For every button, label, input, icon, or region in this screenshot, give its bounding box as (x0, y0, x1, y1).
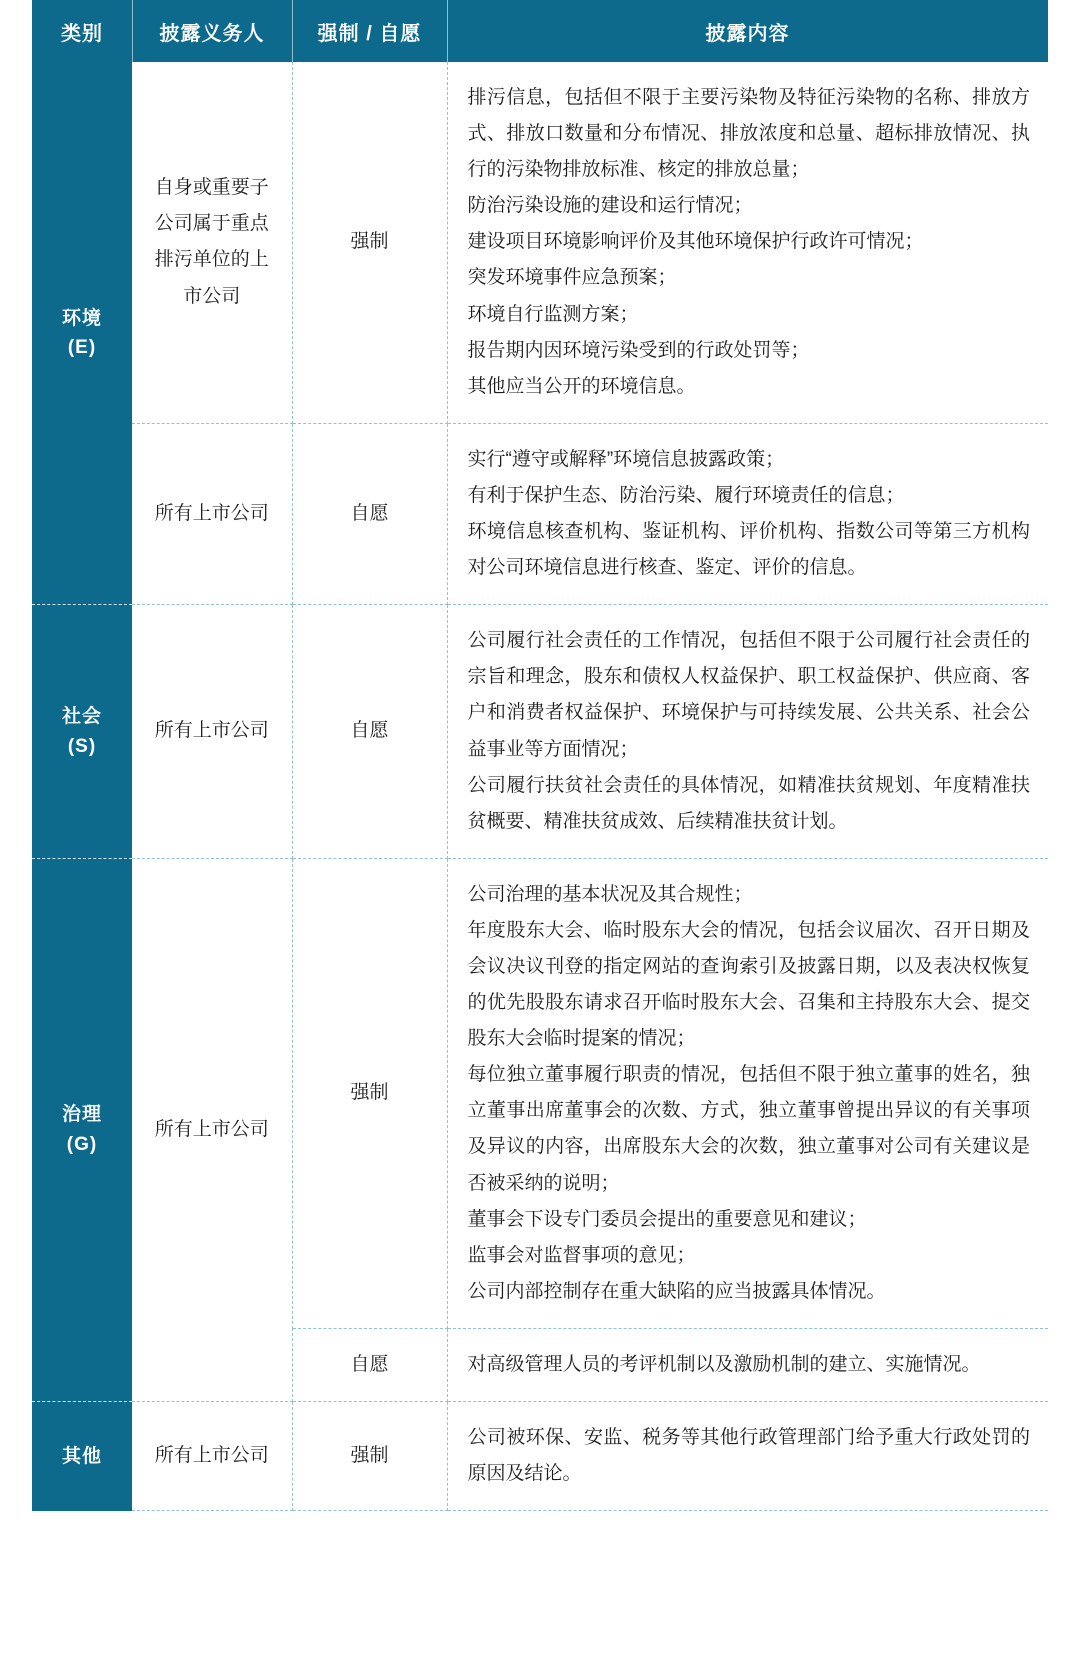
cell-disclosure-content (447, 1328, 1048, 1401)
cell-obligor: 所有上市公司 (132, 1402, 292, 1511)
table-body (32, 62, 1048, 1511)
category-main-label: 其他 (61, 1445, 102, 1467)
cell-category-social (32, 605, 132, 859)
content-line: 监事会对监督事项的意见； (467, 1244, 696, 1266)
content-line: 有利于保护生态、防治污染、履行环境责任的信息； (467, 484, 905, 506)
content-line: 公司履行扶贫社会责任的具体情况，如精准扶贫规划、年度精准扶贫概要、精准扶贫成效、后续精准扶贫计划。 (467, 774, 1030, 832)
content-line: 防治污染设施的建设和运行情况； (467, 195, 753, 217)
column-header-obligor: 披露义务人 (132, 0, 292, 62)
table-row (32, 62, 1048, 423)
content-line: 报告期内因环境污染受到的行政处罚等； (467, 339, 810, 361)
cell-category-environment (32, 62, 132, 605)
cell-disclosure-content (447, 423, 1048, 604)
category-sub-label: (E) (67, 337, 97, 359)
cell-obligor: 所有上市公司 (132, 858, 292, 1401)
content-line: 年度股东大会、临时股东大会的情况，包括会议届次、召开日期及会议决议刊登的指定网站的查询索引及披露日期，以及表决权恢复的优先股股东请求召开临时股东大会、召集和主持股东大会、提交股东大会临时提案的情况； (467, 919, 1030, 1050)
table-header (32, 0, 1048, 62)
category-main-label: 环境 (61, 307, 102, 329)
content-line: 每位独立董事履行职责的情况，包括但不限于独立董事的姓名，独立董事出席董事会的次数、方式，独立董事曾提出异议的有关事项及异议的内容，出席股东大会的次数，独立董事对公司有关建议是否被采纳的说明； (467, 1064, 1030, 1194)
content-line: 排污信息，包括但不限于主要污染物及特征污染物的名称、排放方式、排放口数量和分布情况、排放浓度和总量、超标排放情况、执行的污染物排放标准、核定的排放总量； (467, 87, 1030, 181)
category-sub-label: (S) (67, 735, 97, 757)
cell-category-governance (32, 858, 132, 1401)
content-line: 其他应当公开的环境信息。 (467, 375, 696, 397)
cell-disclosure-type: 自愿 (292, 1328, 447, 1401)
column-header-content: 披露内容 (447, 0, 1048, 62)
content-line: 建设项目环境影响评价及其他环境保护行政许可情况； (467, 231, 924, 253)
content-line: 实行“遵守或解释”环境信息披露政策； (467, 448, 785, 470)
table-row (32, 423, 1048, 604)
cell-category-other (32, 1402, 132, 1511)
category-main-label: 治理 (61, 1104, 102, 1126)
table-row (32, 1402, 1048, 1511)
esg-disclosure-table (32, 0, 1048, 1511)
category-sub-label: (G) (66, 1133, 98, 1155)
cell-obligor: 所有上市公司 (132, 423, 292, 604)
content-line: 董事会下设专门委员会提出的重要意见和建议； (467, 1208, 867, 1230)
column-header-mandatory-voluntary: 强制 / 自愿 (292, 0, 447, 62)
cell-disclosure-content (447, 605, 1048, 859)
cell-obligor: 所有上市公司 (132, 605, 292, 859)
content-line: 对高级管理人员的考评机制以及激励机制的建立、实施情况。 (467, 1353, 981, 1375)
content-line: 突发环境事件应急预案； (467, 267, 677, 289)
cell-disclosure-type: 自愿 (292, 605, 447, 859)
column-header-category: 类别 (32, 0, 132, 62)
content-line: 公司治理的基本状况及其合规性； (467, 883, 753, 905)
content-line: 环境信息核查机构、鉴证机构、评价机构、指数公司等第三方机构对公司环境信息进行核查、鉴定、评价的信息。 (467, 521, 1030, 579)
content-line: 公司内部控制存在重大缺陷的应当披露具体情况。 (467, 1280, 886, 1302)
content-line: 公司被环保、安监、税务等其他行政管理部门给予重大行政处罚的原因及结论。 (467, 1427, 1030, 1485)
cell-disclosure-type: 强制 (292, 858, 447, 1328)
content-line: 公司履行社会责任的工作情况，包括但不限于公司履行社会责任的宗旨和理念，股东和债权人权益保护、职工权益保护、供应商、客户和消费者权益保护、环境保护与可持续发展、公共关系、社会公益事业等方面情况； (467, 630, 1030, 760)
cell-disclosure-type: 自愿 (292, 423, 447, 604)
cell-disclosure-type: 强制 (292, 1402, 447, 1511)
table-header-row (32, 0, 1048, 62)
cell-disclosure-type: 强制 (292, 62, 447, 423)
cell-disclosure-content (447, 62, 1048, 423)
category-main-label: 社会 (61, 706, 102, 728)
cell-disclosure-content (447, 858, 1048, 1328)
content-line: 环境自行监测方案； (467, 303, 639, 325)
cell-obligor: 自身或重要子公司属于重点排污单位的上市公司 (132, 62, 292, 423)
table-row (32, 858, 1048, 1328)
cell-disclosure-content (447, 1402, 1048, 1511)
table-row (32, 605, 1048, 859)
